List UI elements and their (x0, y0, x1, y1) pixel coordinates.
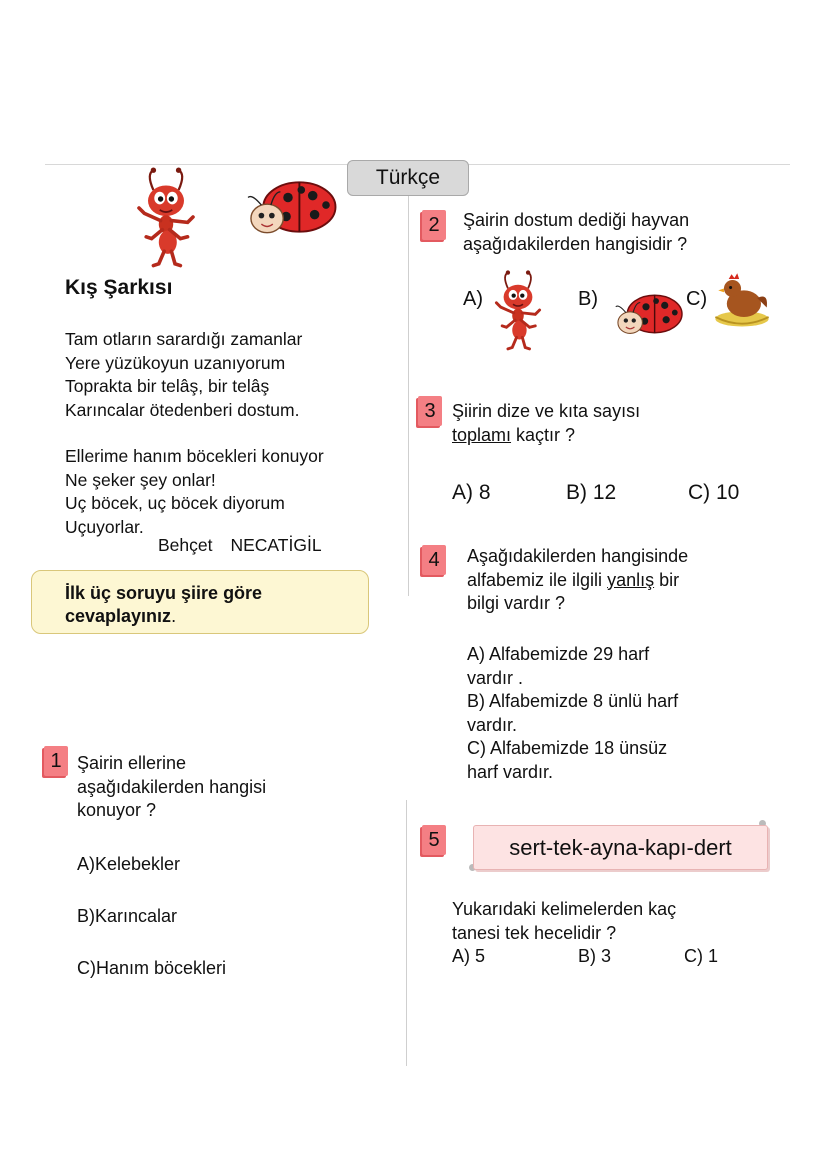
poem-line: Karıncalar ötedenberi dostum. (65, 399, 300, 420)
subject-tab: Türkçe (347, 160, 469, 196)
question-line (452, 424, 640, 448)
q4-option-b[interactable]: B) Alfabemizde 8 ünlü harf (467, 691, 679, 711)
question-line: aşağıdakilerden hangisi (77, 776, 267, 797)
author-first-name: Behçet (158, 535, 213, 555)
question-line: bilgi vardır ? (467, 593, 566, 613)
instruction-period: . (171, 606, 177, 626)
question-5-text (452, 898, 676, 945)
q3-option-b[interactable]: B) 12 (566, 481, 617, 504)
question-line: Şairin ellerine (77, 753, 187, 773)
q3-option-c[interactable]: C) 10 (688, 481, 740, 504)
poem-line: Toprakta bir telâş, bir telâş (65, 376, 270, 396)
question-line: Şairin dostum dediği hayvan (463, 210, 690, 230)
poem-line: Uç böcek, uç böcek diyorum (65, 493, 285, 513)
question-line: tanesi tek hecelidir ? (452, 922, 617, 943)
poem-line: Ellerime hanım böcekleri konuyor (65, 446, 324, 466)
instruction-box (31, 570, 369, 634)
q5-option-a[interactable]: A) 5 (452, 946, 486, 966)
question-line: Yukarıdaki kelimelerden kaç (452, 899, 677, 919)
question-number-4: 4 (422, 545, 446, 575)
stanza-gap (65, 422, 324, 445)
question-line-end: bir (654, 569, 680, 590)
poem-line: Ne şeker şey onlar! (65, 469, 216, 490)
question-line-start: alfabemiz ile ilgili (467, 569, 608, 590)
q5-option-c[interactable]: C) 1 (684, 946, 719, 966)
question-number-5: 5 (422, 825, 446, 855)
q4-options (467, 643, 678, 784)
question-line (467, 569, 688, 593)
question-4-text (467, 545, 688, 616)
question-number-3: 3 (418, 396, 442, 426)
ladybug-icon (236, 175, 336, 245)
q4-option-a[interactable]: A) Alfabemizde 29 harf (467, 644, 650, 664)
q2-option-b[interactable]: B) (578, 288, 598, 310)
q4-option-c[interactable]: C) Alfabemizde 18 ünsüz (467, 738, 668, 758)
question-number-2: 2 (422, 210, 446, 240)
ant-icon (490, 268, 550, 348)
q1-option-a[interactable]: A)Kelebekler (77, 854, 181, 874)
question-3-text (452, 400, 640, 447)
poem-line: Uçuyorlar. (65, 516, 144, 537)
question-line: Şiirin dize ve kıta sayısı (452, 401, 641, 421)
underlined-word: yanlış (607, 569, 655, 590)
q4-option-c-cont[interactable]: harf vardır. (467, 761, 554, 782)
poem-line: Tam otların sarardığı zamanlar (65, 329, 303, 349)
question-line-rest: kaçtır ? (511, 424, 576, 445)
column-divider-bottom (406, 800, 407, 1066)
poem-author (158, 535, 340, 556)
question-number-1: 1 (44, 746, 68, 776)
word-banner: sert-tek-ayna-kapı-dert (473, 825, 768, 870)
question-line: Aşağıdakilerden hangisinde (467, 546, 689, 566)
question-line: aşağıdakilerden hangisidir ? (463, 233, 688, 254)
column-divider-top (408, 196, 409, 596)
question-2-text (463, 209, 689, 256)
poem-body (65, 328, 324, 539)
author-last-name: NECATİGİL (230, 535, 322, 555)
hen-icon (710, 268, 772, 332)
instruction-bold: İlk üç soruyu şiire göre cevaplayınız (65, 583, 263, 626)
ant-icon (134, 165, 204, 265)
ladybug-icon (606, 290, 686, 345)
q4-option-b-cont[interactable]: vardır. (467, 714, 518, 735)
q2-option-a[interactable]: A) (463, 288, 483, 310)
instruction-text (65, 582, 355, 628)
q2-option-c[interactable]: C) (686, 288, 708, 310)
q1-option-c[interactable]: C)Hanım böcekleri (77, 958, 227, 978)
underlined-word: toplamı (452, 424, 512, 445)
poem-title: Kış Şarkısı (65, 276, 173, 299)
question-line: konuyor ? (77, 800, 157, 820)
q3-option-a[interactable]: A) 8 (452, 481, 491, 504)
question-1-text (77, 752, 266, 823)
q4-option-a-cont[interactable]: vardır . (467, 667, 524, 688)
q5-option-b[interactable]: B) 3 (578, 946, 612, 966)
q1-option-b[interactable]: B)Karıncalar (77, 906, 178, 926)
poem-line: Yere yüzükoyun uzanıyorum (65, 352, 286, 373)
